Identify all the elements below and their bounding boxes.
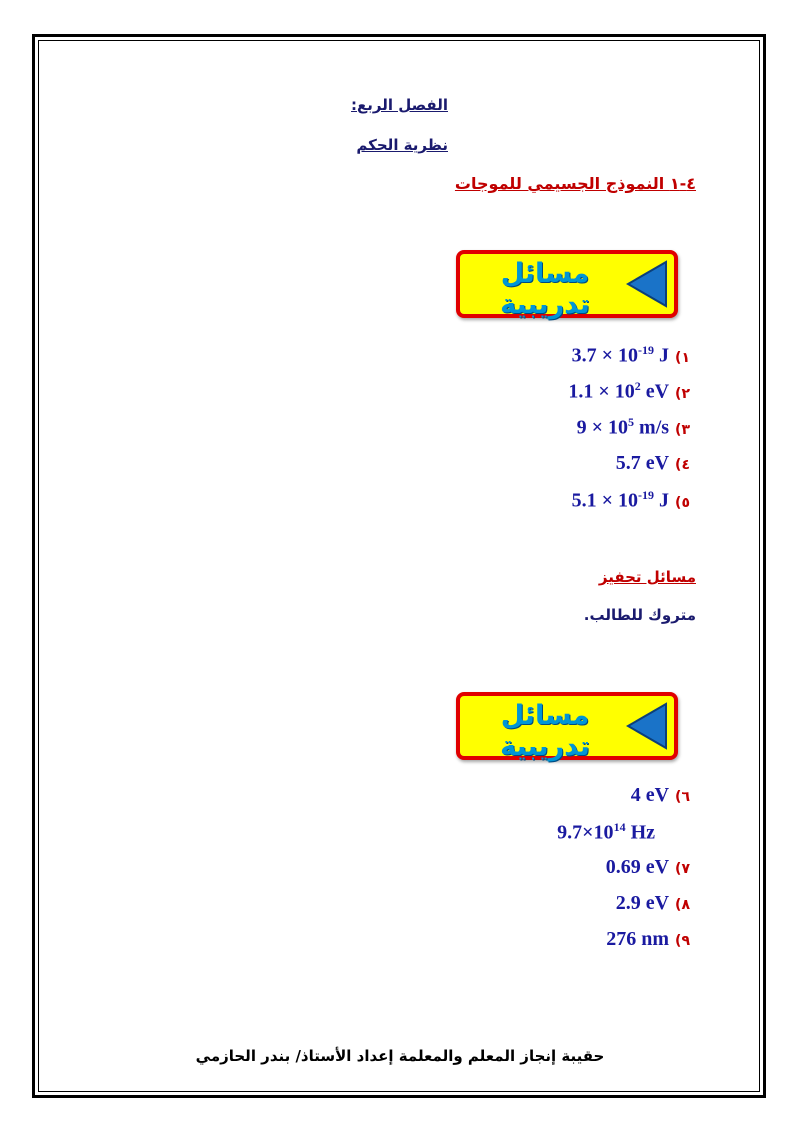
answer-1: $3.7 \times 10^{-19}$ J (١ bbox=[571, 343, 690, 367]
topic-heading: نظرية الحكم bbox=[356, 136, 448, 154]
answer-9: 276 nm (٩ bbox=[606, 928, 690, 950]
challenge-title: مسائل تحفيز bbox=[598, 568, 696, 586]
answer-3: $9 \times 10^5$ m/s (٣ bbox=[576, 415, 690, 439]
answer-7: 0.69 eV (٧ bbox=[605, 856, 690, 878]
practice-banner bbox=[456, 250, 678, 318]
banner-label: مسائل تدريبية bbox=[500, 700, 590, 762]
challenge-note: متروك للطالب. bbox=[583, 606, 696, 624]
answer-6: 4 eV (٦ bbox=[630, 784, 690, 806]
answer-2: $1.1 \times 10^2$ eV (٢ bbox=[568, 379, 690, 403]
answer-6b: $9.7\times 10^{14}$ Hz bbox=[557, 820, 655, 844]
chapter-heading: الفصل الربع: bbox=[351, 96, 448, 114]
answer-4: 5.7 eV (٤ bbox=[615, 452, 690, 474]
triangle-arrow-icon bbox=[624, 702, 668, 750]
banner-label: مسائل تدريبية bbox=[500, 258, 590, 320]
footer-credit: حقيبة إنجاز المعلم والمعلمة إعداد الأستاذ/ بندر الحازمي bbox=[195, 1047, 605, 1065]
triangle-arrow-icon bbox=[624, 260, 668, 308]
section-heading: ٤-١ النموذج الجسيمي للموجات bbox=[454, 174, 696, 193]
practice-banner-2 bbox=[456, 692, 678, 760]
answer-8: 2.9 eV (٨ bbox=[615, 892, 690, 914]
answer-5: $5.1 \times 10^{-19}$ J (٥ bbox=[571, 488, 690, 512]
